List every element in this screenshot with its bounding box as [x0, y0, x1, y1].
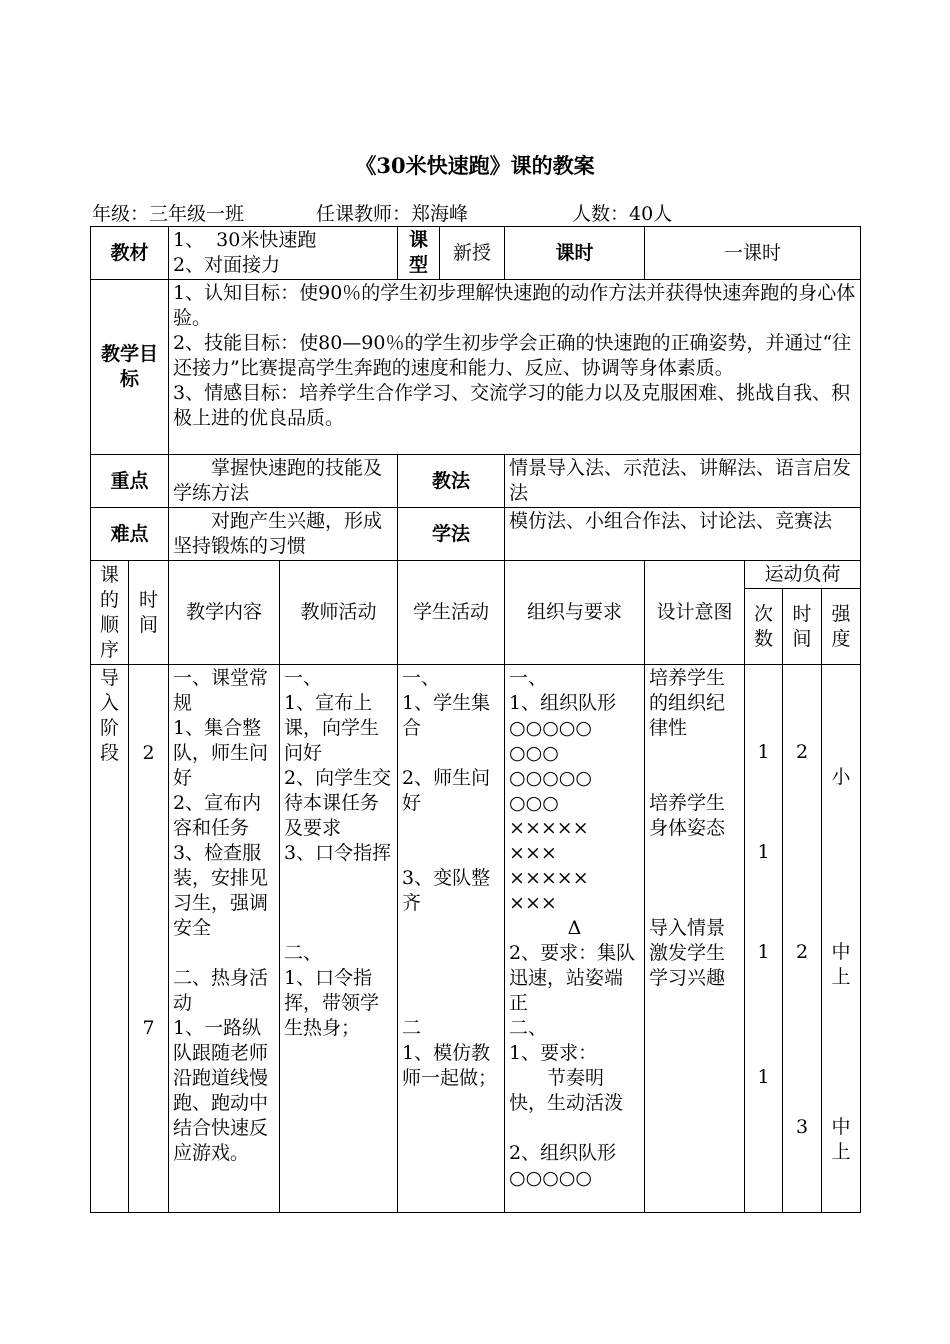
- goal-cognitive: 1、认知目标：使90％的学生初步理解快速跑的动作方法并获得快速奔跑的身心体验。: [173, 282, 856, 329]
- hours-label: 课时: [505, 227, 645, 280]
- goals-text: [169, 280, 861, 455]
- intro-stage-row: [91, 665, 861, 1213]
- class-info: [92, 199, 672, 226]
- load-intensity-cell: 小 中 上 中 上: [822, 665, 861, 1213]
- header-load: 运动负荷: [745, 561, 861, 589]
- formation-row: ×××××: [509, 867, 589, 889]
- hours-value: 一课时: [645, 227, 861, 280]
- organization-cell: 一、 1、组织队形 ○○○○○ ○○○ ○○○○○ ○○○ ××××× ××× ××××× ××× Δ 2、要求：集队迅速，站姿端正 二、 1、要求： 节奏明快，生动活泼 2、组织队形 ○○○○○: [505, 665, 645, 1213]
- material-items: 1、 30米快速跑 2、对面接力: [169, 227, 398, 280]
- formation-row: ○○○○○: [509, 717, 592, 739]
- content-cell: 一、课堂常规 1、集合整队，师生问好 2、宣布内容和任务 3、检查服装，安排见习生，强调安全 二、热身活动 1、一路纵队跟随老师沿跑道线慢跑、跑动中结合快速反应游戏。: [169, 665, 280, 1213]
- type-value: 新授: [440, 227, 505, 280]
- goals-label: 教学目标: [91, 280, 169, 455]
- load-count-cell: 1 1 1 1: [745, 665, 783, 1213]
- header-time: 时间: [129, 561, 169, 665]
- header-student: 学生活动: [398, 561, 505, 665]
- formation-row: ○○○○○: [509, 1167, 592, 1189]
- learn-method-text: 模仿法、小组合作法、讨论法、竞赛法: [505, 508, 861, 561]
- page-title: 《30米快速跑》课的教案: [355, 153, 595, 178]
- header-teacher: 教师活动: [280, 561, 398, 665]
- teach-method-label: 教法: [398, 455, 505, 508]
- load-time-cell: 2 2 3: [783, 665, 822, 1213]
- header-row-1: [91, 561, 861, 589]
- formation-row: ×××: [509, 842, 557, 864]
- teacher-text: 任课教师：郑海峰: [316, 203, 469, 225]
- material-row: [91, 227, 861, 280]
- difficulty-text: 对跑产生兴趣，形成坚持锻炼的习惯: [169, 508, 398, 561]
- stage-time: 2 7: [129, 665, 169, 1213]
- goal-emotion: 3、情感目标：培养学生合作学习、交流学习的能力以及克服困难、挑战自我、积极上进的优良品质。: [173, 382, 851, 429]
- teach-method-text: 情景导入法、示范法、讲解法、语言启发法: [505, 455, 861, 508]
- design-intent-cell: 培养学生的组织纪律性 培养学生身体姿态 导入情景激发学生学习兴趣: [645, 665, 745, 1213]
- formation-row: ○○○○○: [509, 767, 592, 789]
- type-label: 课型: [398, 227, 440, 280]
- header-load-intensity: 强度: [822, 589, 861, 665]
- grade-text: 年级：三年级一班: [92, 203, 245, 225]
- header-design: 设计意图: [645, 561, 745, 665]
- goal-skill: 2、技能目标：使80—90％的学生初步学会正确的快速跑的正确姿势，并通过“往还接力”比赛提高学生奔跑的速度和能力、反应、协调等身体素质。: [173, 332, 852, 379]
- formation-row: ○○○: [509, 792, 559, 814]
- formation-row: ○○○: [509, 742, 559, 764]
- learn-method-label: 学法: [398, 508, 505, 561]
- difficulty-row: [91, 508, 861, 561]
- stage-name: 导入阶段: [91, 665, 129, 1213]
- teacher-activity-cell: 一、 1、宣布上课，向学生问好 2、向学生交待本课任务及要求 3、口令指挥 二、 1、口令指挥，带领学生热身；: [280, 665, 398, 1213]
- lesson-plan-table: [90, 226, 861, 1213]
- key-row: [91, 455, 861, 508]
- formation-row: ×××: [509, 892, 557, 914]
- key-label: 重点: [91, 455, 169, 508]
- header-load-count: 次数: [745, 589, 783, 665]
- count-text: 人数：40人: [572, 203, 673, 225]
- formation-row: ×××××: [509, 817, 589, 839]
- goals-row: [91, 280, 861, 455]
- difficulty-label: 难点: [91, 508, 169, 561]
- header-order: 课的顺序: [91, 561, 129, 665]
- header-org: 组织与要求: [505, 561, 645, 665]
- teacher-position-mark: Δ: [567, 917, 582, 939]
- student-activity-cell: 一、 1、学生集合 2、师生问好 3、变队整齐 二 1、模仿教师一起做；: [398, 665, 505, 1213]
- header-content: 教学内容: [169, 561, 280, 665]
- material-label: 教材: [91, 227, 169, 280]
- header-load-time: 时间: [783, 589, 822, 665]
- key-text: 掌握快速跑的技能及学练方法: [169, 455, 398, 508]
